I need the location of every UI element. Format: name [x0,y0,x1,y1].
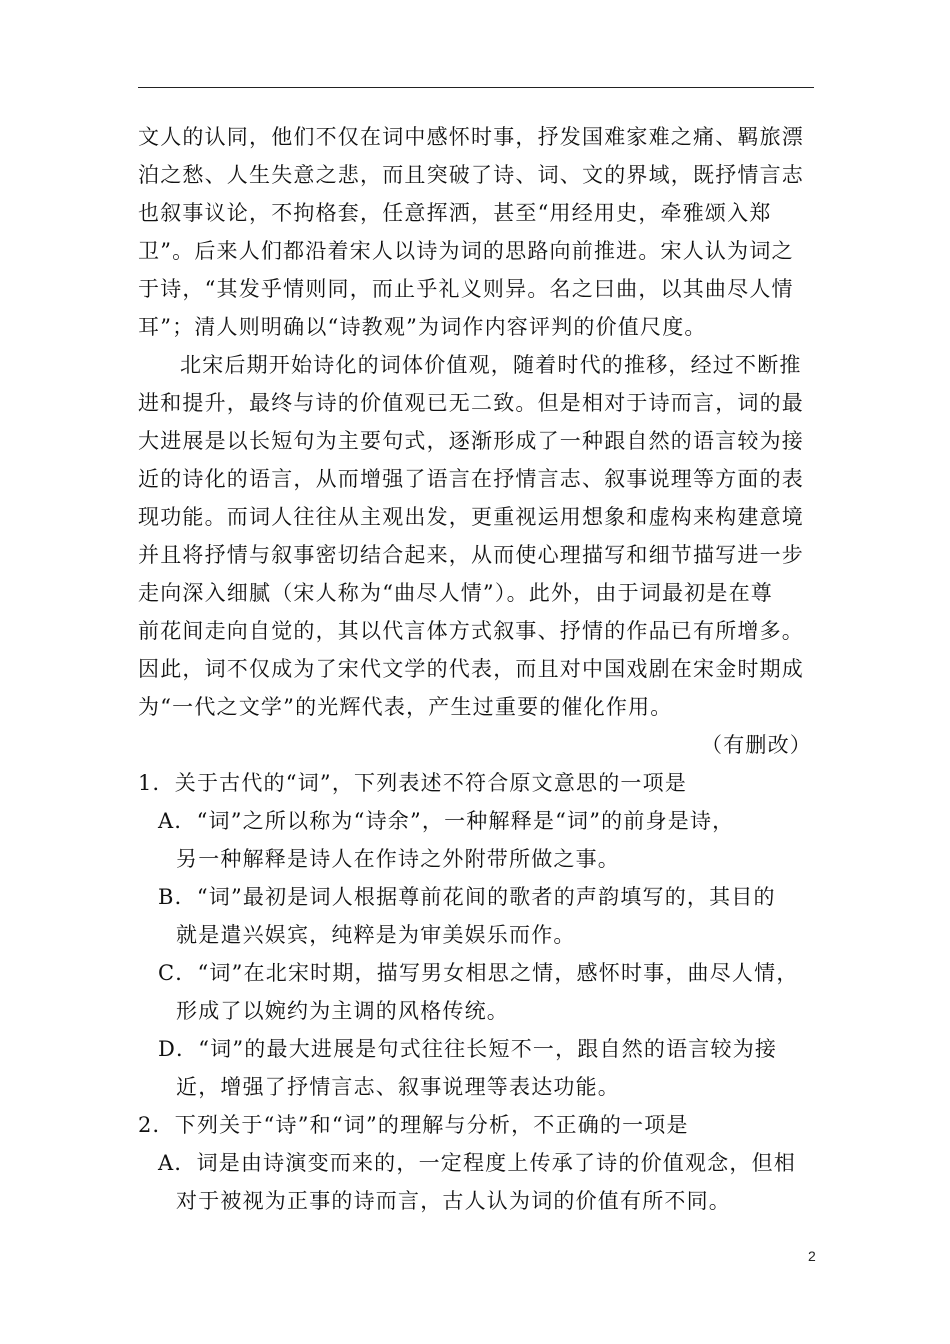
option-text: 对于被视为正事的诗而言，古人认为词的价值有所不同。 [176,1189,731,1213]
option-text: 就是遣兴娱宾，纯粹是为审美娱乐而作。 [176,923,576,947]
text-line: 卫”。后来人们都沿着宋人以诗为词的思路向前推进。宋人认为词之 [138,239,794,263]
text-line: 文人的认同，他们不仅在词中感怀时事，抒发国难家难之痛、羁旅漂 [138,125,804,149]
option-text: 形成了以婉约为主调的风格传统。 [176,999,509,1023]
text-line: 近的诗化的语言，从而增强了语言在抒情言志、叙事说理等方面的表 [138,467,804,491]
text-line: 进和提升，最终与诗的价值观已无二致。但是相对于诗而言，词的最 [138,391,804,415]
option-text: A．词是由诗演变而来的，一定程度上传承了诗的价值观念，但相 [158,1151,796,1175]
header-rule [138,87,814,88]
option-text: 近，增强了抒情言志、叙事说理等表达功能。 [176,1075,620,1099]
text-line: 北宋后期开始诗化的词体价值观，随着时代的推移，经过不断推 [180,353,802,377]
text-line: 因此，词不仅成为了宋代文学的代表，而且对中国戏剧在宋金时期成 [138,657,804,681]
question-1 [138,764,818,1106]
document-body [138,118,818,1220]
text-line: 并且将抒情与叙事密切结合起来，从而使心理描写和细节描写进一步 [138,543,804,567]
text-line: 现功能。而词人往往从主观出发，更重视运用想象和虚构来构建意境 [138,505,804,529]
option-b [138,878,818,954]
option-text: A．“词”之所以称为“诗余”，一种解释是“词”的前身是诗， [158,809,735,833]
option-c [138,954,818,1030]
question-stem: 2．下列关于“诗”和“词”的理解与分析，不正确的一项是 [138,1113,689,1137]
source-note: （有删改） [701,733,812,757]
option-a [138,1144,818,1220]
option-a [138,802,818,878]
text-line: 也叙事议论，不拘格套，任意挥洒，甚至“用经用史，牵雅颂入郑 [138,201,772,225]
option-text: C．“词”在北宋时期，描写男女相思之情，感怀时事，曲尽人情， [158,961,799,985]
passage-paragraph-2 [138,346,818,726]
option-text: 另一种解释是诗人在作诗之外附带所做之事。 [176,847,620,871]
text-line: 为“一代之文学”的光辉代表，产生过重要的催化作用。 [138,695,673,719]
text-line: 走向深入细腻（宋人称为“曲尽人情”）。此外，由于词最初是在尊 [138,581,773,605]
text-line: 大进展是以长短句为主要句式，逐渐形成了一种跟自然的语言较为接 [138,429,804,453]
option-text: D．“词”的最大进展是句式往往长短不一，跟自然的语言较为接 [158,1037,778,1061]
option-d [138,1030,818,1106]
page-number: 2 [808,1248,816,1264]
question-2 [138,1106,818,1220]
text-line: 于诗，“其发乎情则同，而止乎礼义则异。名之曰曲，以其曲尽人情 [138,277,794,301]
text-line: 前花间走向自觉的，其以代言体方式叙事、抒情的作品已有所增多。 [138,619,804,643]
text-line: 泊之愁、人生失意之悲，而且突破了诗、词、文的界域，既抒情言志 [138,163,804,187]
text-line: 耳”；清人则明确以“诗教观”为词作内容评判的价值尺度。 [138,315,707,339]
passage-paragraph-1 [138,118,818,346]
option-text: B．“词”最初是词人根据尊前花间的歌者的声韵填写的，其目的 [158,885,776,909]
question-stem: 1．关于古代的“词”，下列表述不符合原文意思的一项是 [138,771,688,795]
